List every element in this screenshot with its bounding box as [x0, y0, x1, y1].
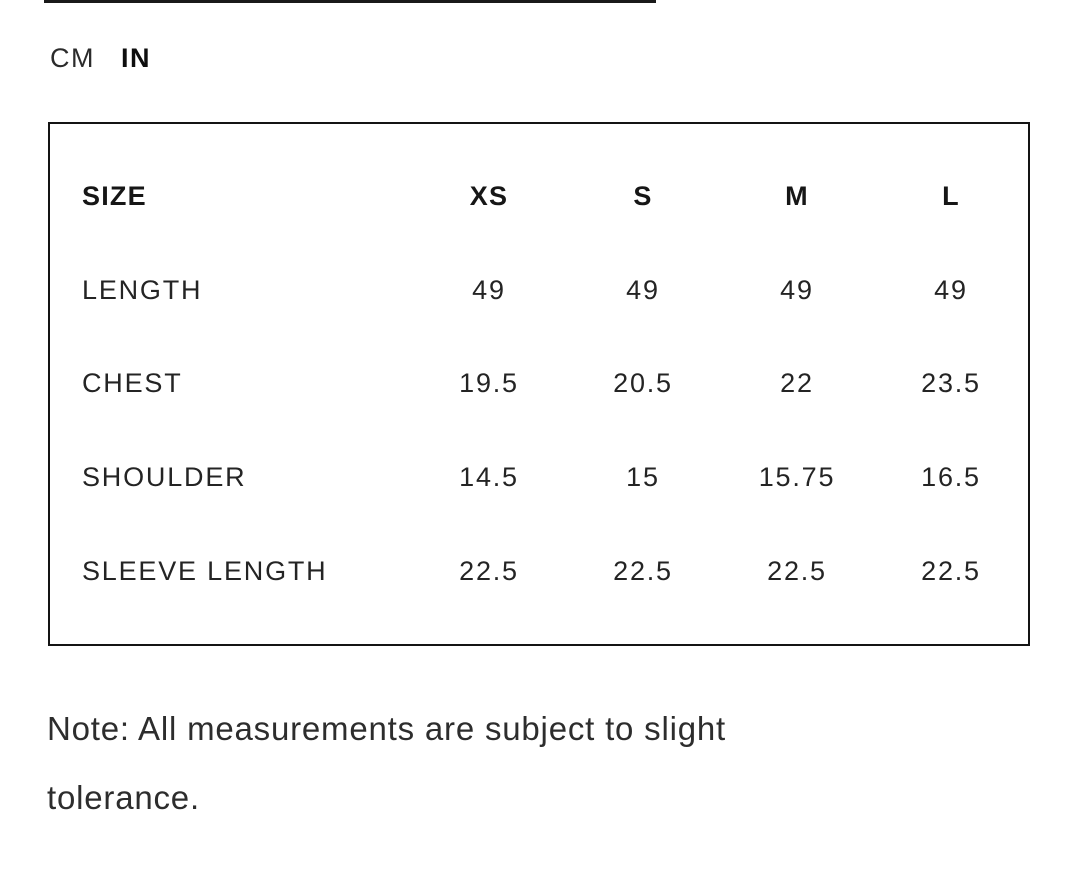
- cell-value: 22.5: [921, 555, 981, 586]
- cell-value: 49: [472, 274, 506, 305]
- column-header-size: SIZE: [82, 181, 147, 212]
- table-row-chest: [82, 337, 1028, 431]
- cell-value: 22.5: [613, 555, 673, 586]
- cell-value: 22: [780, 368, 814, 399]
- row-label: CHEST: [82, 368, 183, 399]
- cell-value: 49: [934, 274, 968, 305]
- column-header-xs: XS: [469, 181, 509, 212]
- table-header-row: [82, 150, 1028, 244]
- cell-value: 16.5: [921, 462, 981, 493]
- cell-value: 15: [626, 462, 660, 493]
- tolerance-note-line: tolerance.: [47, 779, 200, 816]
- tolerance-note-line: Note: All measurements are subject to slight: [47, 710, 727, 747]
- unit-toggle: [50, 44, 151, 74]
- cell-value: 14.5: [459, 462, 519, 493]
- top-divider: [44, 0, 656, 3]
- row-label: SHOULDER: [82, 462, 247, 493]
- table-row-length: [82, 244, 1028, 338]
- size-chart-table: [48, 122, 1030, 646]
- column-header-m: M: [785, 181, 809, 212]
- row-label: LENGTH: [82, 274, 203, 305]
- table-row-shoulder: [82, 431, 1028, 525]
- row-label: SLEEVE LENGTH: [82, 555, 328, 586]
- unit-in-button[interactable]: IN: [121, 43, 151, 73]
- cell-value: 22.5: [459, 555, 519, 586]
- tolerance-note: [47, 694, 1007, 832]
- cell-value: 22.5: [767, 555, 827, 586]
- column-header-s: S: [633, 181, 653, 212]
- table-row-sleeve-length: [82, 524, 1028, 618]
- unit-cm-button[interactable]: CM: [50, 43, 95, 73]
- cell-value: 49: [626, 274, 660, 305]
- column-header-l: L: [942, 181, 960, 212]
- cell-value: 15.75: [758, 462, 836, 493]
- cell-value: 19.5: [459, 368, 519, 399]
- cell-value: 23.5: [921, 368, 981, 399]
- cell-value: 49: [780, 274, 814, 305]
- cell-value: 20.5: [613, 368, 673, 399]
